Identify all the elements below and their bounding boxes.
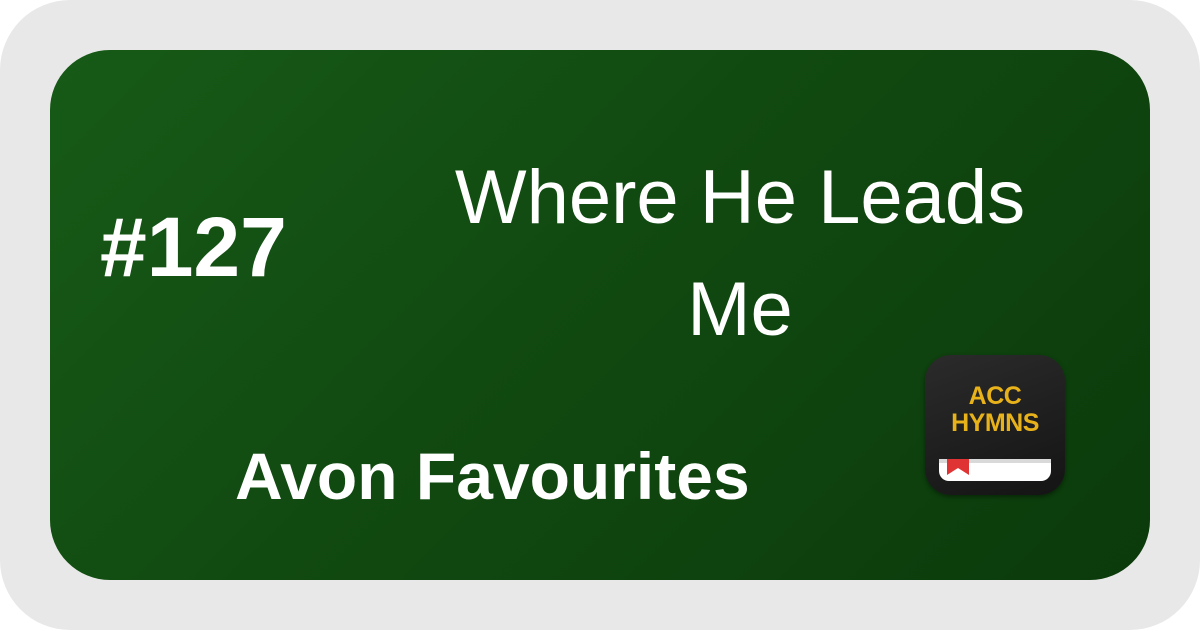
acc-hymns-logo bbox=[925, 355, 1065, 495]
hymn-title-line-2: Me bbox=[687, 267, 793, 352]
hymn-card bbox=[50, 50, 1150, 580]
logo-text bbox=[925, 383, 1065, 437]
bookmark-ribbon-icon bbox=[947, 459, 969, 475]
hymn-collection: Avon Favourites bbox=[235, 439, 750, 513]
hymn-title-line-1: Where He Leads bbox=[454, 155, 1026, 240]
logo-text-line-2: HYMNS bbox=[951, 409, 1039, 437]
hymn-title bbox=[390, 142, 1090, 366]
hymn-number: #127 bbox=[100, 200, 287, 294]
logo-text-line-1: ACC bbox=[968, 382, 1022, 410]
